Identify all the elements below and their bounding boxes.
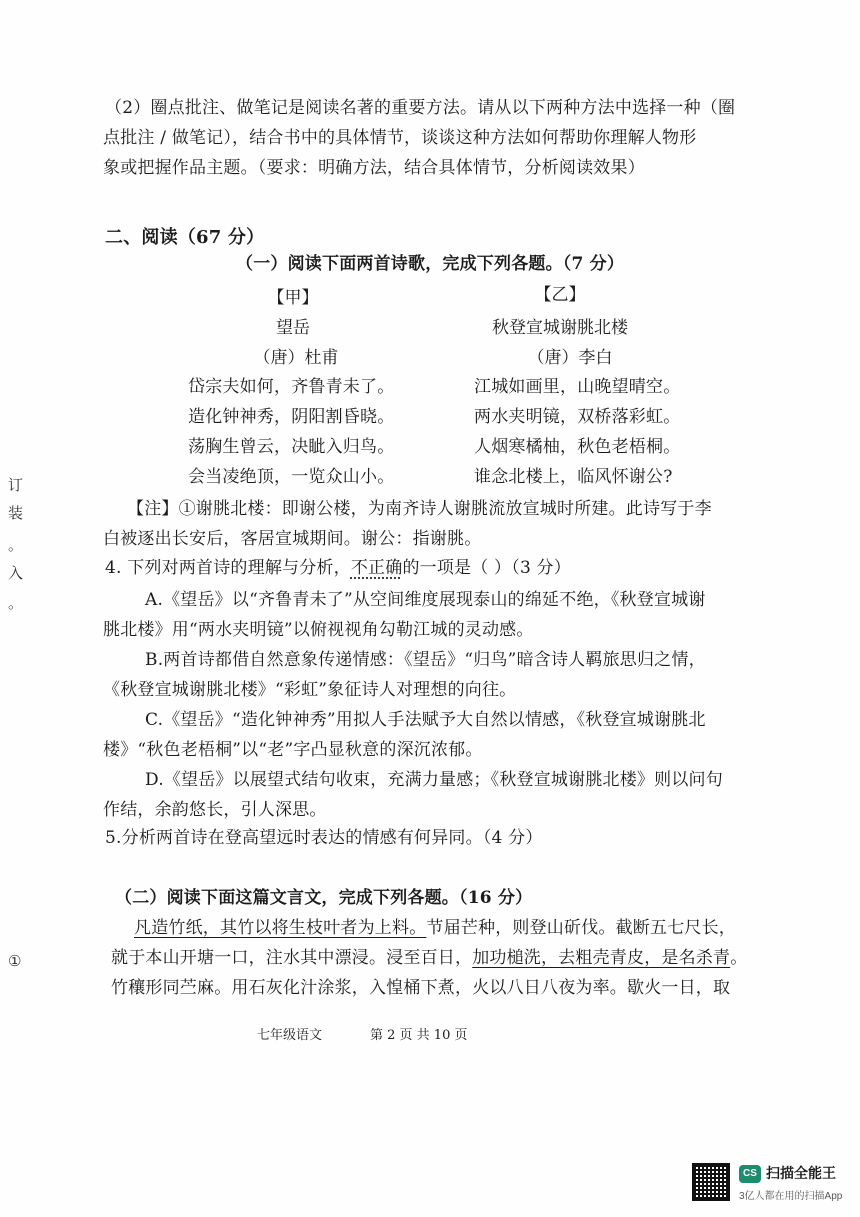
prose-text: 就于本山开塘一口，注水其中漂浸。浸至百日，: [111, 948, 473, 968]
option-b-line: 《秋登宣城谢朓北楼》“彩虹”象征诗人对理想的向往。: [103, 680, 517, 700]
scanner-slogan: 3亿人都在用的扫描App: [739, 1191, 843, 1202]
margin-mark: 。: [8, 594, 24, 612]
question-4-emphasis: 不正确: [350, 558, 403, 578]
question-5: 5.分析两首诗在登高望远时表达的情感有何异同。（4 分）: [105, 828, 543, 848]
option-c-line: C.《望岳》“造化钟神秀”用拟人手法赋予大自然以情感，《秋登宣城谢朓北: [145, 710, 706, 730]
poem-note: 白被逐出长安后，客居宣城期间。谢公：指谢朓。: [103, 529, 482, 549]
margin-mark: 装: [8, 504, 24, 522]
poem-a-line: 荡胸生曾云，决眦入归鸟。: [188, 437, 395, 457]
margin-mark: ①: [8, 952, 22, 970]
prose-section-heading: （二）阅读下面这篇文言文，完成下列各题。（16 分）: [115, 888, 533, 908]
poem-a-title: 望岳: [276, 318, 310, 338]
poem-a-author: （唐）杜甫: [253, 348, 339, 368]
poem-b-line: 谁念北楼上，临风怀谢公?: [474, 467, 673, 487]
margin-mark: 入: [8, 564, 24, 582]
poem-b-title: 秋登宣城谢朓北楼: [492, 318, 628, 338]
option-b-line: B.两首诗都借自然意象传递情感：《望岳》“归鸟”暗含诗人羁旅思归之情，: [145, 650, 706, 670]
question-line: 象或把握作品主题。（要求：明确方法，结合具体情节，分析阅读效果）: [103, 158, 645, 178]
poem-a-tag: 【甲】: [267, 288, 319, 308]
prose-line: [134, 916, 736, 940]
qr-code-icon: [692, 1163, 730, 1201]
question-line: 点批注 / 做笔记），结合书中的具体情节，谈谈这种方法如何帮助你理解人物形: [103, 128, 697, 148]
poem-a-line: 造化钟神秀，阴阳割昏晓。: [188, 407, 395, 427]
footer-page-number: 第 2 页 共 10 页: [370, 1028, 468, 1043]
question-4-stem-prefix: 4. 下列对两首诗的理解与分析，: [105, 558, 351, 578]
question-line: （2）圈点批注、做笔记是阅读名著的重要方法。请从以下两种方法中选择一种（圈: [105, 98, 736, 118]
prose-line: 竹穰形同苎麻。用石灰化汁涂浆，入惶桶下煮，火以八日八夜为率。歇火一日，取: [111, 978, 731, 998]
question-4-stem: [105, 556, 571, 580]
question-4-stem-suffix: 的一项是（ ）（3 分）: [402, 558, 571, 578]
poem-a-line: 会当凌绝顶，一览众山小。: [188, 467, 395, 487]
prose-underlined-sentence: 凡造竹纸，其竹以将生枝叶者为上料。: [134, 918, 427, 938]
option-a-line: 朓北楼》用“两水夹明镜”以俯视视角勾勒江城的灵动感。: [103, 620, 534, 640]
poem-note: 【注】①谢朓北楼：即谢公楼，为南齐诗人谢朓流放宣城时所建。此诗写于李: [127, 499, 712, 519]
footer-subject: 七年级语文: [257, 1028, 323, 1043]
prose-text: 节届芒种，则登山斫伐。截断五七尺长，: [426, 918, 737, 938]
poem-b-tag: 【乙】: [534, 285, 586, 305]
poem-b-author: （唐）李白: [527, 348, 613, 368]
prose-underlined-sentence: 加功槌洗，去粗壳青皮，是名杀青: [472, 948, 731, 968]
margin-mark: 。: [8, 536, 24, 554]
scanner-app-name: 扫描全能王: [766, 1165, 836, 1181]
poem-a-line: 岱宗夫如何，齐鲁青未了。: [188, 377, 395, 397]
camscanner-logo-icon: CS: [739, 1165, 761, 1183]
prose-text: 。: [730, 948, 748, 968]
margin-mark: 订: [8, 476, 24, 494]
option-a-line: A.《望岳》以“齐鲁青未了”从空间维度展现泰山的绵延不绝，《秋登宣城谢: [145, 590, 706, 610]
poem-section-heading: （一）阅读下面两首诗歌，完成下列各题。（7 分）: [236, 254, 625, 274]
poem-b-line: 人烟寒橘柚，秋色老梧桐。: [474, 437, 681, 457]
option-c-line: 楼》“秋色老梧桐”以“老”字凸显秋意的深沉浓郁。: [103, 740, 483, 760]
option-d-line: D.《望岳》以展望式结句收束，充满力量感；《秋登宣城谢朓北楼》则以问句: [145, 770, 723, 790]
section-title: 二、阅读（67 分）: [105, 227, 265, 248]
poem-b-line: 江城如画里，山晚望晴空。: [474, 377, 681, 397]
prose-line: [111, 946, 747, 970]
option-d-line: 作结，余韵悠长，引人深思。: [103, 800, 327, 820]
poem-b-line: 两水夹明镜，双桥落彩虹。: [474, 407, 681, 427]
